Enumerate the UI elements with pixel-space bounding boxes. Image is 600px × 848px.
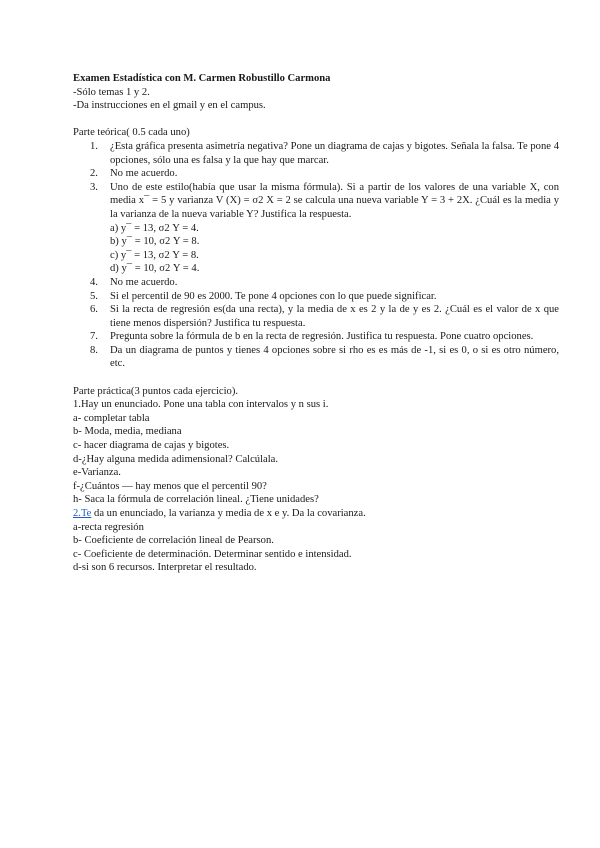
exercise-item: b- Moda, media, mediana	[73, 426, 182, 438]
theory-question	[73, 344, 559, 371]
answer-option: c) y¯ = 13, σ2 Y = 8.	[110, 249, 199, 261]
exercise-item: d-¿Hay alguna medida adimensional? Calcúlala.	[73, 453, 279, 465]
question-number: 6.	[90, 304, 98, 316]
question-number: 5.	[90, 290, 98, 302]
answer-option: d) y¯ = 10, σ2 Y = 4.	[110, 263, 200, 275]
exercise-item: c- Coeficiente de determinación. Determinar sentido e intensidad.	[73, 548, 352, 560]
question-text: No me acuerdo.	[110, 168, 178, 180]
spacer	[73, 113, 559, 127]
exercise-2-link[interactable]: 2.Te	[73, 508, 92, 519]
question-text: Si el percentil de 90 es 2000. Te pone 4 opciones con lo que puede significar.	[110, 290, 437, 302]
exercise-item: h- Saca la fórmula de correlación lineal. ¿Tiene unidades?	[73, 494, 319, 506]
theory-question	[73, 290, 559, 304]
exercise-item: b- Coeficiente de correlación lineal de Pearson.	[73, 535, 274, 547]
question-number: 4.	[90, 276, 98, 288]
question-text: ¿Esta gráfica presenta asimetría negativa? Pone un diagrama de cajas y bigotes. Señala la falsa. Te pone 4 opciones, sólo una es falsa y la que hay que marcar.	[110, 140, 559, 166]
spacer	[73, 371, 559, 385]
exercise-item: d-si son 6 recursos. Interpretar el resultado.	[73, 562, 257, 574]
exercise-item: f-¿Cuántos — hay menos que el percentil 90?	[73, 480, 267, 492]
theory-question	[73, 276, 559, 290]
theory-question	[73, 330, 559, 344]
exercise-item: a-recta regresión	[73, 521, 144, 533]
exercise-2-intro	[73, 507, 559, 521]
answer-option: b) y¯ = 10, σ2 Y = 8.	[110, 236, 200, 248]
question-text: Uno de este estilo(había que usar la misma fórmula). Si a partir de los valores de una variable X, con media x¯ = 5 y varianza V (X) = σ2 X = 2 se calcula una nueva variable Y = 3 + 2X. ¿Cuál es la media y la varianza de la nueva variable Y? Justifica la respuesta.	[110, 181, 559, 220]
answer-option: a) y¯ = 13, σ2 Y = 4.	[110, 222, 199, 234]
question-number: 3.	[90, 181, 98, 193]
practice-heading: Parte práctica(3 puntos cada ejercicio).	[73, 385, 238, 397]
note-instructions: -Da instrucciones en el gmail y en el campus.	[73, 100, 266, 112]
theory-question	[73, 303, 559, 330]
theory-question	[73, 140, 559, 167]
question-text: Si la recta de regresión es(da una recta), y la media de x es 2 y la de y es 2. ¿Cuál es el valor de x que tiene menos dispersión? Justifica tu respuesta.	[110, 304, 559, 329]
note-topics: -Sólo temas 1 y 2.	[73, 86, 150, 98]
question-number: 1.	[90, 140, 98, 152]
question-number: 8.	[90, 344, 98, 356]
theory-question-list	[73, 140, 559, 371]
question-number: 7.	[90, 331, 98, 343]
question-number: 2.	[90, 168, 98, 180]
document-title: Examen Estadística con M. Carmen Robustillo Carmona	[73, 73, 331, 84]
exercise-item: e-Varianza.	[73, 467, 121, 479]
document-content	[73, 72, 559, 575]
question-text: Da un diagrama de puntos y tienes 4 opciones sobre si rho es es más de -1, si es 0, o si es otro número, etc.	[110, 344, 559, 370]
question-text: Pregunta sobre la fórmula de b en la recta de regresión. Justifica tu respuesta. Pone cuatro opciones.	[110, 331, 534, 343]
theory-question	[73, 181, 559, 276]
question-text: No me acuerdo.	[110, 276, 178, 288]
exercise-1-intro: 1.Hay un enunciado. Pone una tabla con intervalos y n sus i.	[73, 399, 329, 411]
exercise-item: a- completar tabla	[73, 412, 150, 424]
theory-heading: Parte teórica( 0.5 cada uno)	[73, 127, 190, 139]
exercise-item: c- hacer diagrama de cajas y bigotes.	[73, 440, 230, 452]
theory-question	[73, 167, 559, 181]
exercise-2-intro-text: da un enunciado, la varianza y media de x e y. Da la covarianza.	[91, 508, 366, 519]
